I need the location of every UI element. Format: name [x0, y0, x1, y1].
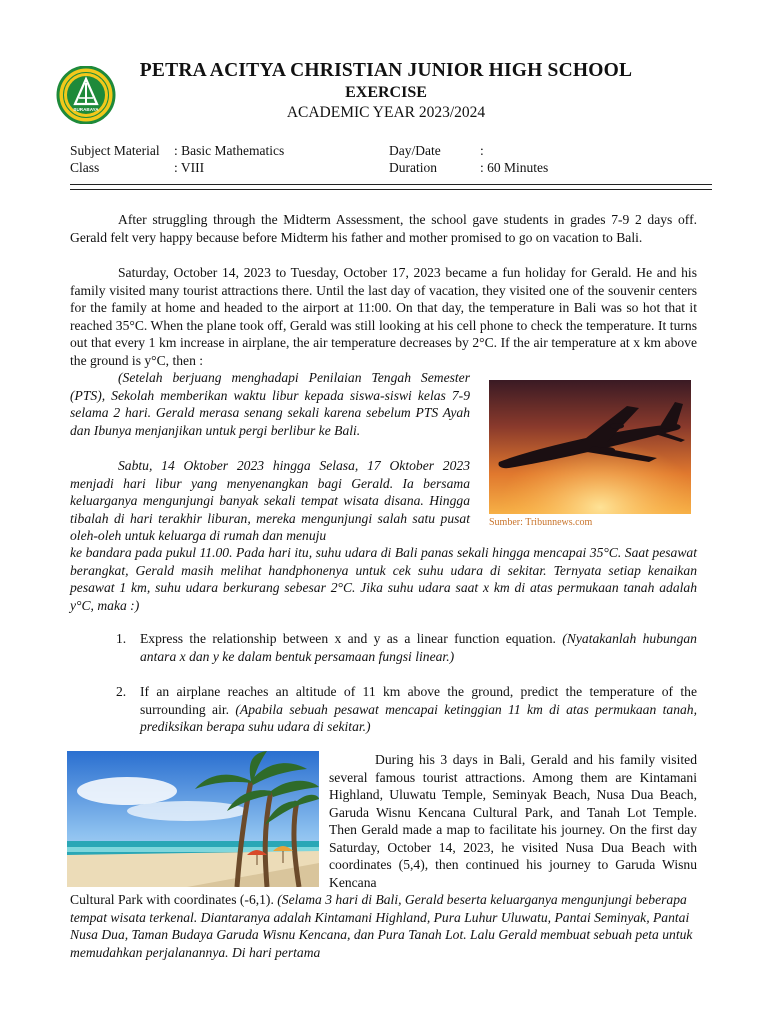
duration-label: Duration: [389, 160, 437, 175]
header-rule-top: [70, 184, 712, 185]
story2-continuation: [70, 891, 697, 961]
question-1: [70, 630, 697, 665]
story2-en-tail: Cultural Park with coordinates (-6,1).: [70, 892, 274, 907]
school-logo: [46, 66, 126, 124]
class-label: Class: [70, 160, 100, 175]
question-number: 2.: [116, 684, 127, 699]
story2-id: (Selama 3 hari di Bali, Gerald beserta keluarganya mengunjungi beberapa tempat wisata terkenal. Diantaranya adalah Kintamani Highland, Pura Luhur Uluwatu, Pantai Seminyak, Pantai Nusa Dua, Taman Budaya Garuda Wisnu Kencana, dan Pura Tanah Lot. Lalu Gerald membuat sebuah peta untuk memudahkan perjalanannya. Di hari pertama: [70, 892, 693, 960]
day-value: :: [480, 143, 484, 158]
airplane-photo: [489, 380, 691, 514]
header-rule-bottom: [70, 189, 712, 190]
school-name: PETRA ACITYA CHRISTIAN JUNIOR HIGH SCHOOL: [139, 60, 633, 81]
question-number: 1.: [116, 631, 127, 646]
class-value: : VIII: [174, 160, 205, 175]
academic-year: ACADEMIC YEAR 2023/2024: [286, 104, 486, 121]
subject-label: Subject Material: [70, 143, 160, 158]
question-en: If an airplane reaches an altitude of 11 km above the ground, predict the temperature of the surrounding air.: [140, 684, 697, 717]
question-en: Express the relationship between x and y as a linear function equation.: [140, 631, 556, 646]
beach-photo: [67, 751, 319, 887]
story-en-paragraph-1: After struggling through the Midterm Assessment, the school gave students in grades 7-9 2 days off. Gerald felt very happy because before Midterm his father and mother promised to go on vacation to Bali.: [70, 212, 697, 245]
image-credit: Sumber: Tribunnews.com: [489, 517, 593, 528]
exercise-title: EXERCISE: [345, 84, 427, 101]
story-en-paragraph-2: Saturday, October 14, 2023 to Tuesday, October 17, 2023 became a fun holiday for Gerald. He and his family visited many tourist attractions there. Until the last day of vacation, they visited one of the souvenir centers for the family at home and headed to the airport at 11:00. On that day, the temperature in Bali was so hot that it reached 35°C. When the plane took off, Gerald was still looking at his cell phone to check the temperature. It turns out that every 1 km increase in airplane, the air temperature decreases by 2°C. If the air temperature at x km above the ground is y°C, then :: [70, 265, 697, 368]
question-id: (Nyatakanlah hubungan antara x dan y ke dalam bentuk persamaan fungsi linear.): [140, 631, 697, 664]
logo-text: SURABAYA: [73, 107, 99, 112]
story-id-paragraph-2b: ke bandara pada pukul 11.00. Pada hari itu, suhu udara di Bali panas sekali hingga mencapai 35°C. Saat pesawat berangkat, Gerald masih melihat handphonenya untuk cek suhu udara di sekitar. Ternyata setiap kenaikan pesawat 1 km, suhu udara berkurang sebesar 2°C. Jika suhu udara saat x km di atas permukaan tanah adalah y°C, maka :): [70, 545, 697, 613]
story2-en-wrapped: During his 3 days in Bali, Gerald and his family visited several famous tourist attractions. Among them are Kintamani Highland, Uluwatu Temple, Seminyak Beach, Nusa Dua Beach, Garuda Wisnu Kencana Cultural Park, and Tanah Lot Temple. Then Gerald made a map to facilitate his journey. On the first day Saturday, October 14, 2023, he visited Nusa Dua Beach with coordinates (5,4), then continued his journey to Garuda Wisnu Kencana: [329, 752, 697, 890]
question-2: [70, 683, 697, 736]
story-id-paragraph-1: (Setelah berjuang menghadapi Penilaian Tengah Semester (PTS), Sekolah memberikan waktu libur kepada siswa-siswi kelas 7-9 selama 2 hari. Gerald merasa senang sekali karena sebelum PTS Ayah dan Ibunya menjanjikan untuk pergi berlibur ke Bali.: [70, 370, 470, 438]
question-id: (Apabila sebuah pesawat mencapai ketinggian 11 km di atas permukaan tanah, prediksikan berapa suhu udara di sekitar.): [140, 701, 697, 734]
subject-value: : Basic Mathematics: [174, 143, 285, 158]
day-label: Day/Date: [389, 143, 441, 158]
story-id-paragraph-2a: Sabtu, 14 Oktober 2023 hingga Selasa, 17 Oktober 2023 menjadi hari libur yang menyenangkan bagi Gerald. Ia bersama keluarganya mengunjungi banyak sekali tempat wisata disana. Hingga tibalah di hari terakhir liburan, mereka mengunjungi salah satu pusat oleh-oleh untuk keluarga di rumah dan menuju: [70, 458, 470, 543]
duration-value: : 60 Minutes: [480, 160, 549, 175]
